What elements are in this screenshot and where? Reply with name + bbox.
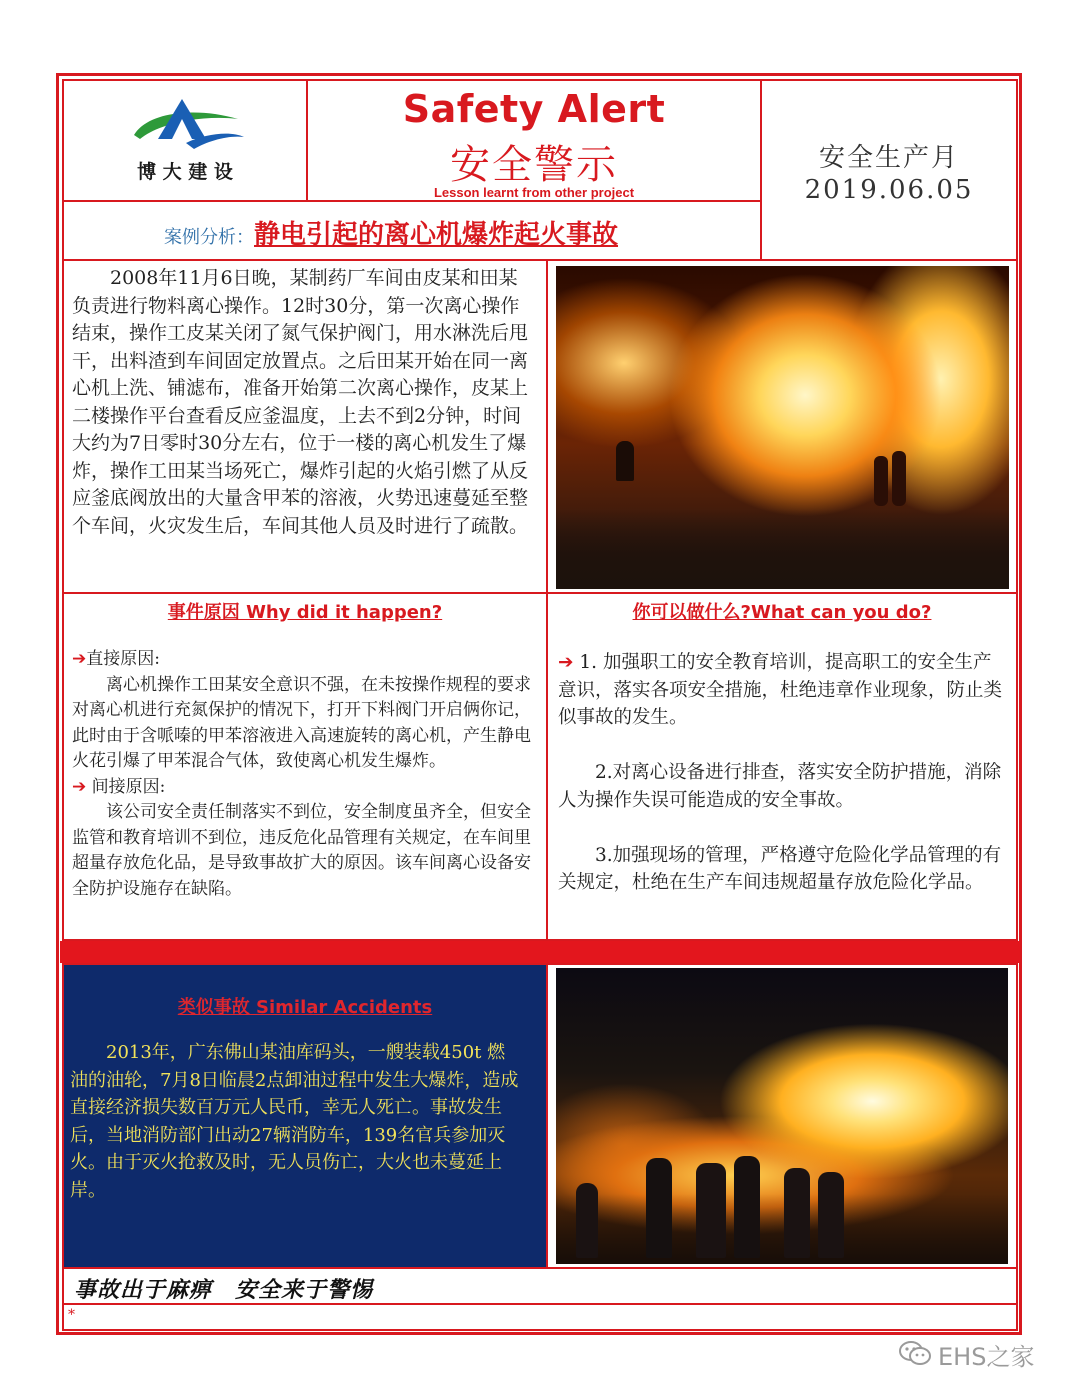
note-cell: [62, 1303, 1018, 1331]
arrow-icon: ➔: [558, 652, 574, 673]
cause-heading: 事件原因 Why did it happen?: [167, 602, 443, 623]
month-label: 安全生产月: [818, 143, 959, 173]
action-item-2: 2.对离心设备进行排查，落实安全防护措施，消除人为操作失误可能造成的安全事故。: [558, 762, 1002, 811]
firefighter-silhouette-icon: [696, 1163, 726, 1258]
company-name: 博 大 建 设: [137, 161, 233, 183]
similar-photo-cell: [546, 963, 1018, 1269]
firefighter-silhouette-icon: [874, 456, 888, 506]
title-subtitle: Lesson learnt from other project: [433, 185, 635, 200]
watermark-text: EHS之家: [938, 1343, 1035, 1371]
action-item-1: 1. 加强职工的安全教育培训，提高职工的安全生产意识，落实各项安全措施，杜绝违章作业现象，防止类似事故的发生。: [558, 652, 1003, 728]
slogan-cell: [62, 1267, 1018, 1305]
title-english: Safety Alert: [402, 87, 666, 131]
firefighter-silhouette-icon: [646, 1158, 672, 1258]
firefighter-silhouette-icon: [616, 441, 634, 481]
case-text-cell: [62, 259, 548, 594]
action-item-3: 3.加强现场的管理，严格遵守危险化学品管理的有关规定，杜绝在生产车间违规超量存放危险化学品。: [558, 844, 1002, 893]
similar-text: 2013年，广东佛山某油库码头，一艘装载450t 燃油的油轮，7月8日临晨2点卸油过程中发生大爆炸，造成直接经济损失数百万元人民币，幸无人死亡。事故发生后，当地消防部门出动27辆消防车，139名官兵参加灭火。由于灭火抢救及时，无人员伤亡，大火也未蔓延上岸。: [70, 1042, 519, 1201]
firefighter-silhouette-icon: [576, 1183, 598, 1258]
logo-cell: [62, 79, 308, 202]
actions-cell: [546, 592, 1018, 941]
watermark: [898, 1335, 1068, 1371]
indirect-cause-label: 间接原因:: [91, 776, 166, 797]
firefighter-silhouette-icon: [892, 451, 906, 506]
cause-cell: [62, 592, 548, 941]
date-cell: [760, 79, 1018, 261]
direct-cause-text: 离心机操作工田某安全意识不强，在未按操作规程的要求对离心机进行充氮保护的情况下，打开下料阀门开启俩你记，此时由于含哌嗪的甲苯溶液进入高速旋转的离心机，产生静电火花引爆了甲苯混合气体，致使离心机发生爆炸。: [72, 674, 531, 771]
footnote-asterisk: *: [68, 1307, 75, 1323]
indirect-cause-text: 该公司安全责任制落实不到位，安全制度虽齐全，但安全监管和教育培训不到位，违反危化品管理有关规定，在车间里超量存放危化品，是导致事故扩大的原因。该车间离心设备安全防护设施存在缺陷。: [72, 802, 531, 899]
firefighter-silhouette-icon: [734, 1156, 760, 1258]
red-divider: [60, 941, 1020, 963]
fire-photo-2: [556, 968, 1008, 1264]
title-cell: [306, 79, 762, 202]
case-title: 静电引起的离心机爆炸起火事故: [254, 220, 619, 250]
direct-cause-label: 直接原因:: [86, 649, 160, 669]
title-chinese: 安全警示: [450, 142, 618, 188]
wechat-icon: [898, 1339, 932, 1367]
arrow-icon: ➔: [72, 649, 87, 669]
case-title-cell: [62, 200, 762, 261]
actions-heading: 你可以做什么?What can you do?: [632, 602, 932, 623]
safety-slogan: 事故出于麻痹 安全来于警惕: [74, 1277, 374, 1303]
firefighter-silhouette-icon: [784, 1168, 810, 1258]
issue-date: 2019.06.05: [804, 175, 974, 205]
case-label: 案例分析：: [164, 227, 254, 248]
arrow-icon: ➔: [72, 776, 87, 797]
similar-heading: 类似事故 Similar Accidents: [177, 997, 433, 1018]
company-logo-icon: [128, 93, 248, 155]
fire-photo-1: [556, 266, 1009, 589]
case-description: 2008年11月6日晚，某制药厂车间由皮某和田某负责进行物料离心操作。12时30分，第一次离心操作结束，操作工皮某关闭了氮气保护阀门，用水淋洗后甩干，出料渣到车间固定放置点。之后田某开始在同一离心机上洗、铺滤布，准备开始第二次离心操作，皮某上二楼操作平台查看反应釜温度，上去不到2分钟，时间大约为7日零时30分左右，位于一楼的离心机发生了爆炸，操作工田某当场死亡，爆炸引起的火焰引燃了从反应釜底阀放出的大量含甲苯的溶液，火势迅速蔓延至整个车间，火灾发生后，车间其他人员及时进行了疏散。: [72, 267, 529, 537]
case-photo-cell: [546, 259, 1018, 594]
similar-cell: [62, 963, 548, 1269]
firefighter-silhouette-icon: [818, 1172, 844, 1258]
